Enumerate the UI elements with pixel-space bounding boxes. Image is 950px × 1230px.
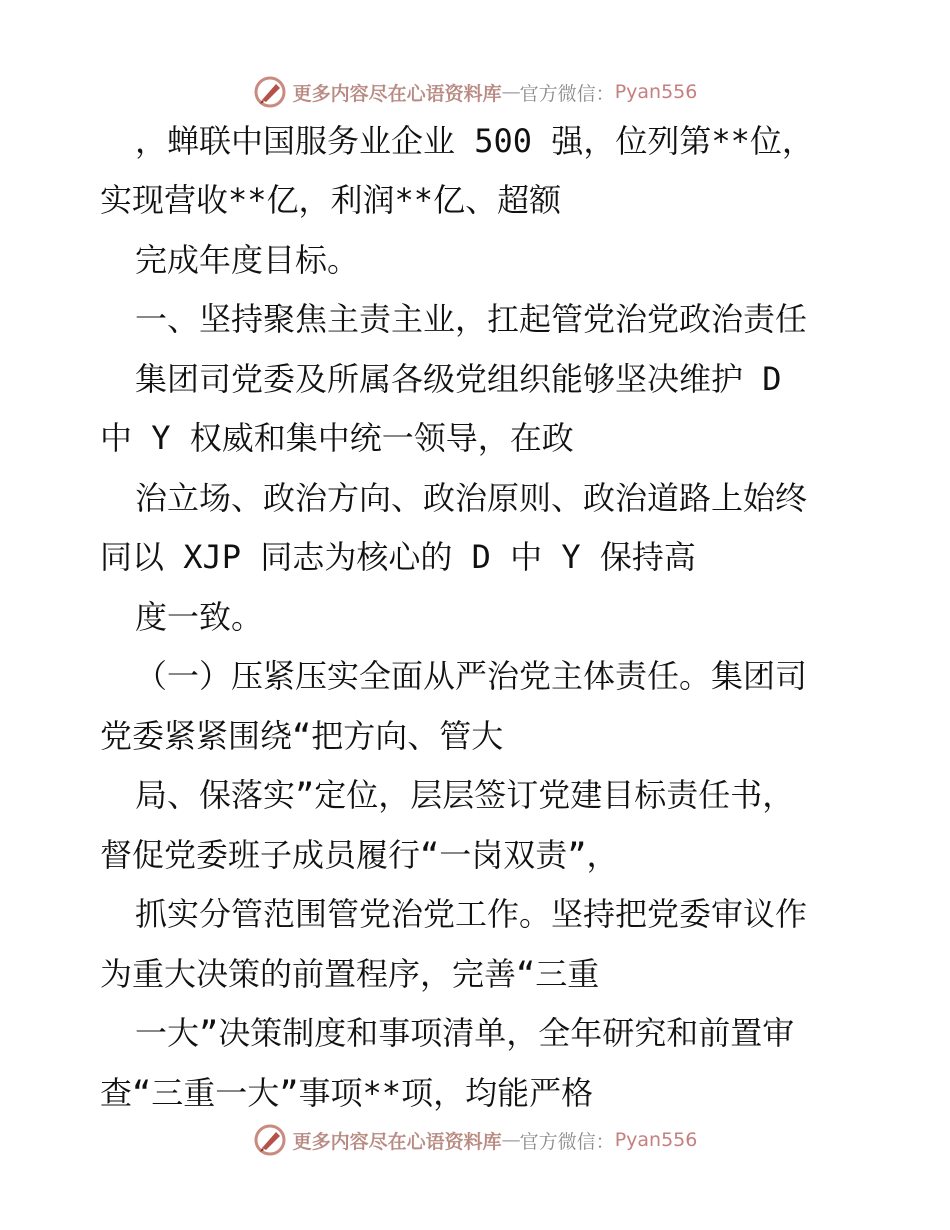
- pen-logo-icon: [253, 1123, 287, 1157]
- text-line: 党委紧紧围绕“把方向、管大: [100, 717, 504, 755]
- watermark-wechat-id: Pyan556: [614, 81, 698, 103]
- text-line: ，蝉联中国服务业企业 500 强，位列第**位，: [135, 122, 814, 160]
- footer-watermark: [0, 1120, 950, 1160]
- text-line: 为重大决策的前置程序，完善“三重: [100, 955, 600, 993]
- watermark-text: 更多内容尽在心语资料库: [292, 82, 502, 105]
- text-line: 完成年度目标。: [135, 241, 360, 279]
- section-heading: 一、坚持聚焦主责主业，扛起管党治党政治责任: [135, 300, 808, 338]
- watermark-dash: —: [501, 81, 520, 103]
- watermark-dash: —: [501, 1129, 520, 1151]
- watermark-wechat-id: Pyan556: [614, 1129, 698, 1151]
- text-line: 一大”决策制度和事项清单，全年研究和前置审: [135, 1014, 795, 1052]
- text-line: 集团司党委及所属各级党组织能够坚决维护 D: [135, 360, 782, 398]
- watermark-text: 更多内容尽在心语资料库: [292, 1130, 502, 1153]
- text-line: 局、保落实”定位，层层签订党建目标责任书，: [135, 776, 795, 814]
- text-line: 同以 XJP 同志为核心的 D 中 Y 保持高: [100, 538, 696, 576]
- pen-logo-icon: [253, 75, 287, 109]
- text-line: 督促党委班子成员履行“一岗双责”，: [100, 836, 619, 874]
- text-line: 度一致。: [135, 598, 264, 636]
- text-line: 查“三重一大”事项**项，均能严格: [100, 1074, 594, 1112]
- text-line: 实现营收**亿，利润**亿、超额: [100, 181, 562, 219]
- subsection-heading: （一）压紧压实全面从严治党主体责任。集团司: [135, 657, 808, 695]
- header-watermark: [0, 72, 950, 112]
- text-line: 中 Y 权威和集中统一领导，在政: [100, 419, 574, 457]
- text-line: 治立场、政治方向、政治原则、政治道路上始终: [135, 479, 808, 517]
- watermark-label: 官方微信：: [519, 82, 615, 105]
- text-line: 抓实分管范围管党治党工作。坚持把党委审议作: [135, 895, 808, 933]
- watermark-label: 官方微信：: [519, 1130, 615, 1153]
